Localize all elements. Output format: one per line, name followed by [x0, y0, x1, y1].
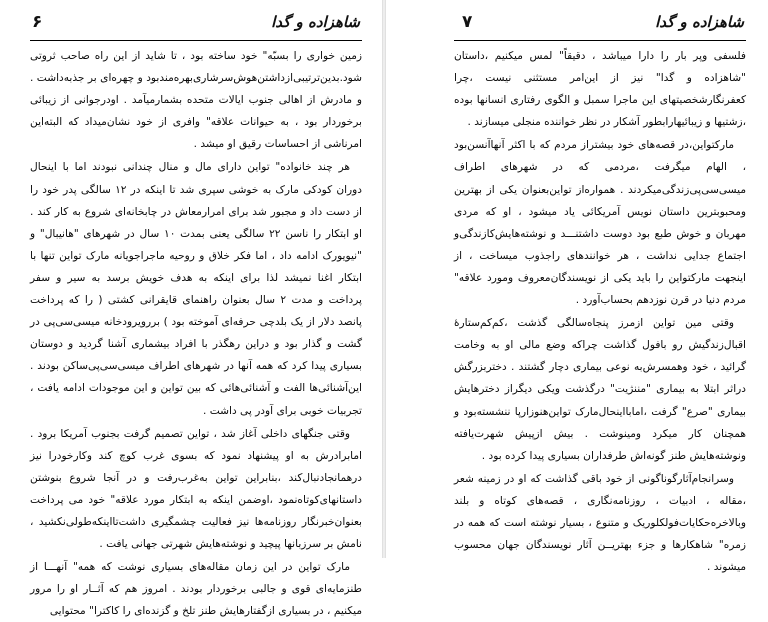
paragraph: وقتی جنگهای داخلی آغاز شد ، تواین تصمیم گرفت بجنوب آمریکا برود . امابرادرش به او پیشنهاد نمود که بسوی غرب کوچ کند وکارخودرا نیز درهمانجادنبال‌کند ،بنابراین تواین به‌غرب‌رفت و در آنجا شروع بنوشتن داستانهای‌کوتاه‌نمود ،اوضمن اینکه به ابتکار مورد علاقه‌" خود می پرداخت بعنوان‌خبرنگار روزنامه‌ها نیز فعالیت چشمگیری داشت‌تا‌اینکه‌طولی‌نکشید ، نامش بر سرزبانها پیچید و نوشته‌هایش شهرتی جهانی یافت . [30, 427, 362, 551]
left-page-body [30, 45, 362, 622]
left-running-title: شاهزاده و گدا [271, 13, 360, 31]
left-page-header [30, 10, 362, 41]
paragraph: وقتی مین تواین ازمرز پنجاه‌سالگی گذشت ،کم‌کم‌ستارهٔ اقبال‌زندگیش رو بافول گذاشت چراکه وضع مالی او به وخامت گرائید ، خود وهمسرش‌به نوعی بیماری دچار گشتند . دختربزرگش دراثر ابتلا به بیماری "مننژیت" درگذشت ویکی دیگراز دخترهایش بیماری "صرع" گرفت ،امابااینحال‌مارک تواین‌هنوزارپا ننشسته‌بود و همچنان کار میکرد ومینوشت . بیش ازپیش شهرت‌یافته ونوشته‌هایش طنز گونه‌اش طرفداران بسیاری پیدا کرده بود . [454, 317, 746, 462]
right-running-title: شاهزاده و گدا [655, 13, 744, 31]
paragraph: وسرانجام‌آثارگوناگونی از خود باقی گذاشت که او در زمینه شعر ،مقاله ، ادبیات ، روزنامه‌نگاری ، قصه‌های کوتاه و بلند وبالاخره‌حکایات‌فولکلوریک و متنوع ، بسیار نوشته است که همه در زمره‌" شاهکارها و جزء بهتریــن آثار نویسندگان جهان محسوب میشوند . [454, 472, 746, 574]
right-page-body [454, 45, 746, 578]
paragraph: فلسفی وپر بار را دارا میباشد ، دقیقاً" لمس میکنیم ،داستان "شاهزاده و گدا" نیز از این‌امر مستثنی نیست ،چرا کعفرنگارشخصیتهای این ماجرا سمبل و الگوی رفتاری انسانها بوده ،زشتیها و زیبائیهارابطور آشکار در نظر خواننده منجلی میسازند . [454, 50, 746, 129]
paragraph: زمین خواری را بسبّه" خود ساخته بود ، تا شاید از این راه صاحب ثروتی شود.بدین‌ترتیبی‌ازداشتن‌هوش‌سرشاری‌بهره‌مندبود و چهره‌ای بر جذبه‌داشت . و مادرش از اهالی جنوب ایالات متحده بشمارمیآمد . اودرجوانی از زیبائی برخوردار بود ، به حیوانات علاقه‌" وافری از خود نشان‌میداد که البته‌این امرناشی از احساسات رقیق او میشد . [30, 50, 362, 151]
left-page [0, 0, 384, 618]
paragraph: مارک تواین در این زمان مقاله‌های بسیاری نوشت که همه‌" آنهـــا از طنزمایه‌ای قوی و جالبی برخوردار بودند . امروز هم که آثــار او را مرور میکنیم ، در بسیاری ازگفتارهایش طنز تلخ و گزنده‌ای را کاکترا" محتوایی [30, 561, 362, 618]
paragraph: هر چند خانواده‌" تواین دارای مال و منال چندانی نبودند اما با اینحال دوران کودکی مارک به خوشی سپری شد تا اینکه در ۱۲ سالگی پدر خود را از دست داد و مجبور شد برای امرارمعاش در چابخانه‌ای شروع به کار کند . او ابتکار را ناسن ۲۲ سالگی یعنی بمدت ۱۰ سال در شهرهای "هانیبال" و "نیویورک ادامه داد ، اما فکر خلاق و روحیه ماجراجویانه مارک تواین تنها با ابتکار اغنا نمیشد لذا برای اینکه به هدف خویش برسد به سیر و سفر پرداخت و مدت ۲ سال بعنوان راهنمای قایقرانی کشتی ( را که پرداخت پانصد دلار از یک بلدچی حرفه‌ای آموخته بود ) بررویرودخانه میسی‌سی‌پی در گشت و گذار بود و دراین رهگذر با افراد بیشماری آشنا گردید و دوستان بسیاری پیدا کرد که همه آنها در شهرهای اطراف میسی‌سی‌پی‌ساکن بودند . این‌آشنائی‌ها الفت و آشنائی‌هائی که بین تواین و این موجودات ادامه یافت ، تجربیات خوبی برای آودر پی داشت . [30, 161, 363, 417]
paragraph: مارکتواین،در قصه‌های خود بیشتراز مردم که با اکثر آنهاآنسن‌بود ، الهام میگرفت ،مردمی که در شهرهای اطراف میسی‌سی‌پی‌زندگی‌میکردند . همواره‌از تواین‌بعنوان یکی از بهترین ومحبوبترین داستان نویس آمریکائی یاد میشود ، او که مردی مهربان و خوش طبع بود دوست داشتنـــد و نوشته‌هایش‌کازندگی‌و اجتماع جدایی نداشت ، هر خوانندهای راجذوب میساخت ، از اینجهت مارکتواین را باید یکی از نویسندگان‌معروف ومورد علاقه‌" مردم دنیا در قرن نوزدهم بحساب‌آورد . [454, 139, 746, 307]
left-page-number: ۶ [32, 12, 43, 32]
right-page-number: ۷ [462, 12, 473, 32]
right-page-header [454, 10, 746, 41]
right-page [384, 0, 768, 574]
